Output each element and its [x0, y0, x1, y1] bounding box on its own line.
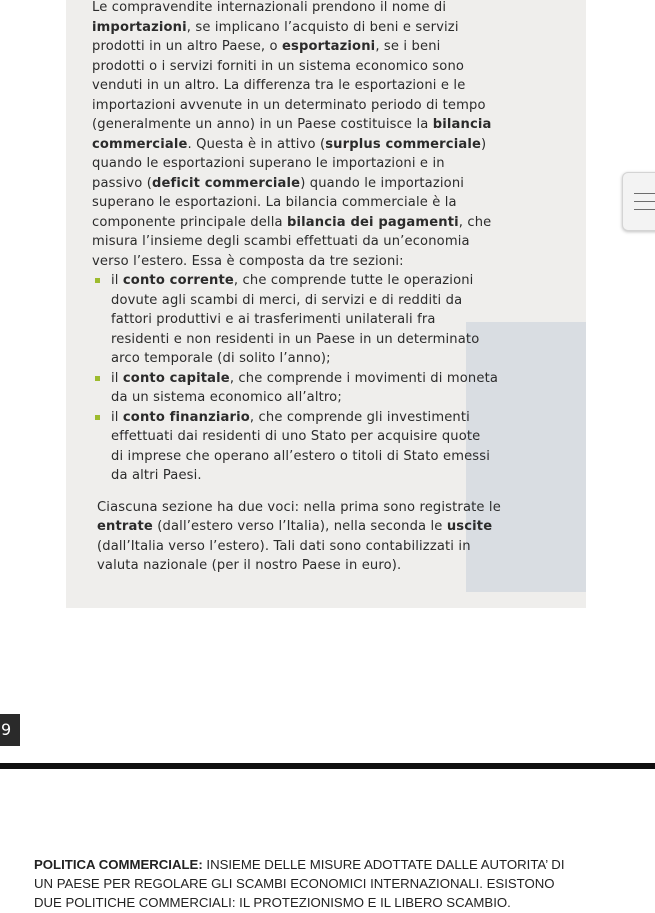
bold-term: deficit commerciale — [152, 175, 301, 191]
bullet-square-icon — [95, 376, 100, 381]
text-line — [92, 213, 578, 233]
text-line — [92, 96, 578, 116]
text-run: da altri Paesi. — [111, 468, 202, 483]
bold-term: surplus commerciale — [325, 136, 481, 152]
text-run: , che comprende gli investimenti — [249, 409, 470, 425]
text-line — [92, 388, 578, 408]
bold-term: importazioni — [92, 19, 187, 35]
sections-list — [92, 271, 578, 486]
text-run: (dall’Italia verso l’estero). Tali dati sono contabilizzati in — [97, 538, 471, 554]
bold-term: commerciale — [92, 136, 188, 152]
list-item — [92, 271, 578, 369]
text-run: , se implicano l’acquisto di beni e servizi — [186, 19, 459, 35]
text-run: (dall’estero verso l’Italia), nella seconda le — [152, 519, 447, 534]
text-run: ) quando le importazioni — [300, 175, 465, 191]
paragraph-entries — [92, 498, 578, 576]
text-run: passivo ( — [92, 175, 152, 191]
list-item — [92, 369, 578, 408]
text-run: effettuati dai residenti di uno Stato per acquisire quote — [111, 429, 481, 444]
text-line — [92, 76, 578, 96]
text-run: superano le esportazioni. La bilancia commerciale è la — [92, 195, 457, 210]
bold-term: conto capitale — [122, 370, 230, 386]
text-line — [34, 893, 634, 912]
text-run: . Questa è in attivo ( — [187, 136, 326, 152]
text-line — [97, 517, 578, 537]
text-line — [92, 369, 578, 389]
text-run: prodotti o i servizi forniti in un sistema economico sono — [92, 58, 465, 74]
bullet-square-icon — [95, 415, 100, 420]
page-number: 9 — [0, 714, 20, 746]
text-run: INSIEME DELLE MISURE ADOTTATE DALLE AUTORITA’ DI — [202, 857, 565, 872]
text-run: misura l’insieme degli scambi effettuati da un’economia — [92, 234, 470, 249]
text-line — [92, 349, 578, 369]
text-line — [92, 115, 578, 135]
text-run: , che comprende i movimenti di moneta — [229, 370, 499, 386]
text-body — [92, 0, 578, 576]
text-line — [92, 466, 578, 486]
text-line — [34, 855, 634, 874]
text-run: prodotti in un altro Paese, o — [92, 39, 282, 54]
bold-term: conto corrente — [122, 273, 234, 288]
text-run: il — [111, 409, 123, 425]
text-line — [92, 135, 578, 155]
text-run: valuta nazionale (per il nostro Paese in euro). — [97, 558, 402, 573]
text-line — [97, 556, 578, 576]
text-line — [92, 18, 578, 38]
text-line — [92, 0, 578, 18]
text-line — [97, 537, 578, 557]
bold-term: bilancia dei pagamenti — [286, 214, 459, 230]
text-run: Ciascuna sezione ha due voci: nella prima sono registrate le — [97, 499, 501, 515]
scanned-textbook-page — [66, 0, 586, 608]
text-run: , se i beni — [375, 39, 441, 54]
text-run: , che — [458, 214, 492, 230]
text-line — [92, 57, 578, 77]
text-run: DUE POLITICHE COMMERCIALI: IL PROTEZIONISMO E IL LIBERO SCAMBIO. — [34, 895, 511, 910]
text-line — [92, 37, 578, 57]
text-run: venduti in un altro. La differenza tra le esportazioni e le — [92, 78, 466, 93]
text-line — [92, 174, 578, 194]
section-divider — [0, 763, 655, 769]
text-line — [34, 874, 634, 893]
bullet-square-icon — [95, 278, 100, 283]
text-run: ) — [481, 136, 487, 152]
bold-term: bilancia — [432, 117, 492, 132]
text-line — [92, 271, 578, 291]
paragraph-intro — [92, 0, 578, 271]
text-run: importazioni avvenute in un determinato periodo di tempo — [92, 97, 486, 113]
text-line — [92, 447, 578, 467]
bold-term: POLITICA COMMERCIALE: — [34, 857, 203, 872]
text-run: (generalmente un anno) in un Paese costituisce la — [92, 117, 433, 132]
bold-term: uscite — [446, 519, 493, 534]
text-run: Le compravendite internazionali prendono il nome di — [92, 0, 447, 15]
text-line — [92, 330, 578, 350]
text-run: , che comprende tutte le operazioni — [233, 273, 474, 288]
text-line — [92, 310, 578, 330]
text-run: componente principale della — [92, 214, 287, 230]
text-run: di imprese che operano all’estero o titoli di Stato emessi — [111, 448, 491, 464]
text-line — [92, 427, 578, 447]
text-line — [97, 498, 578, 518]
text-line — [92, 291, 578, 311]
definition-box — [34, 855, 634, 912]
list-item — [92, 408, 578, 486]
text-line — [92, 408, 578, 428]
menu-button[interactable] — [622, 172, 655, 231]
text-line — [92, 154, 578, 174]
text-run: UN PAESE PER REGOLARE GLI SCAMBI ECONOMICI INTERNAZIONALI. ESISTONO — [34, 876, 555, 891]
bold-term: conto finanziario — [122, 409, 250, 425]
text-run: il — [111, 370, 123, 386]
text-run: verso l’estero. Essa è composta da tre sezioni: — [92, 253, 404, 269]
text-line — [92, 193, 578, 213]
bold-term: esportazioni — [282, 39, 376, 54]
text-run: il — [111, 273, 123, 288]
text-run: arco temporale (di solito l’anno); — [111, 351, 331, 366]
text-run: fattori produttivi e ai trasferimenti unilaterali fra — [111, 312, 436, 327]
text-run: residenti e non residenti in un Paese in un determinato — [111, 331, 480, 347]
text-line — [92, 232, 578, 252]
text-run: dovute agli scambi di merci, di servizi e di redditi da — [111, 292, 463, 308]
text-run: da un sistema economico all’altro; — [111, 390, 342, 405]
text-run: quando le esportazioni superano le importazioni e in — [92, 156, 445, 171]
text-line — [92, 252, 578, 272]
bold-term: entrate — [97, 519, 153, 534]
